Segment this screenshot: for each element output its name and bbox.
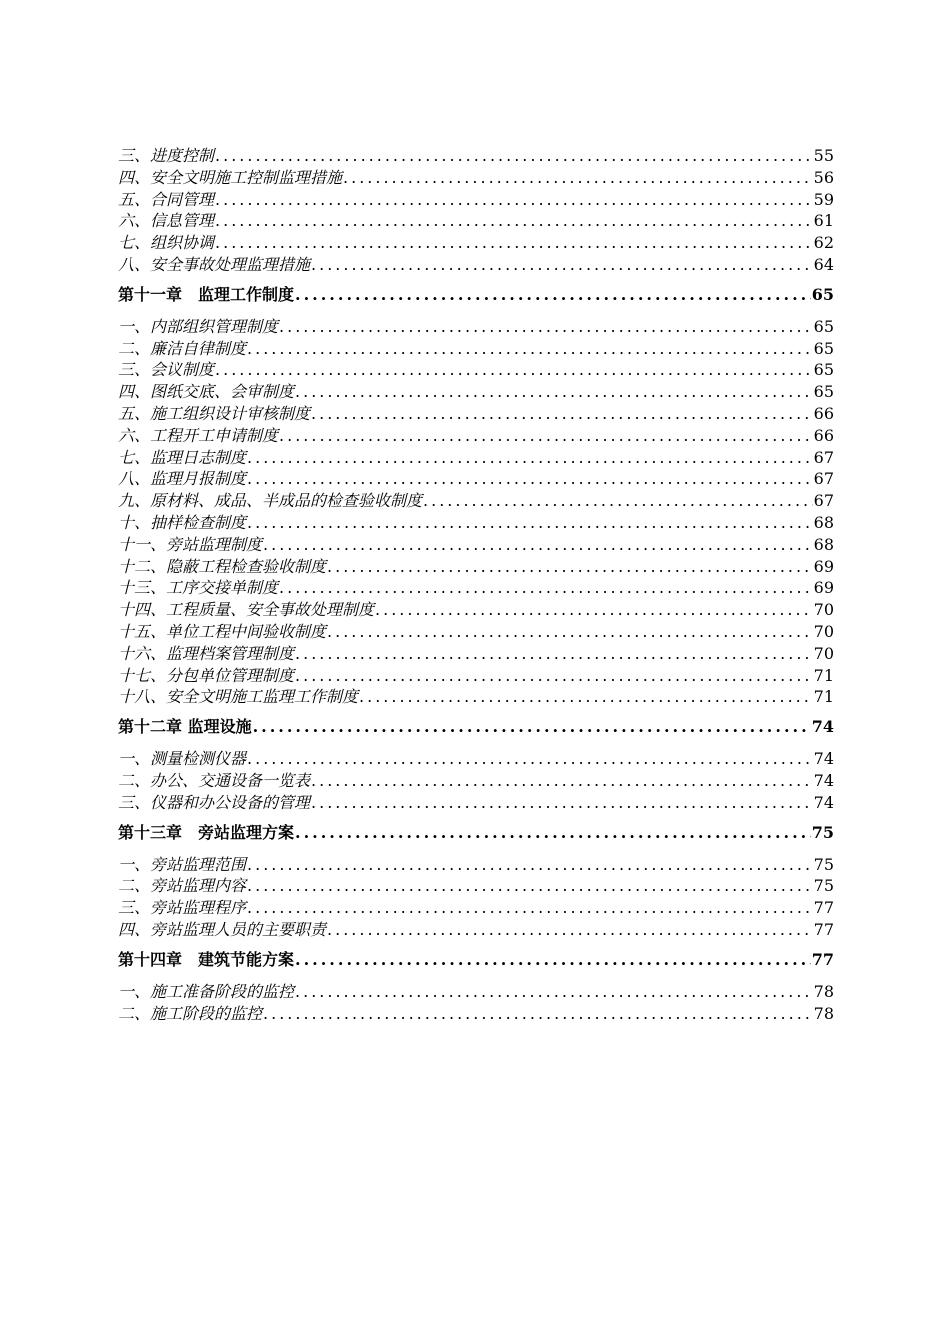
toc-page-number: 55 xyxy=(813,146,834,165)
dot-leader xyxy=(311,792,813,814)
dot-leader xyxy=(311,254,813,276)
toc-page-number: 66 xyxy=(813,403,834,423)
toc-entry[interactable] xyxy=(118,770,834,792)
toc-chapter-entry[interactable] xyxy=(118,716,834,738)
dot-leader xyxy=(311,403,813,425)
dot-leader xyxy=(279,577,813,599)
toc-entry[interactable] xyxy=(118,189,834,211)
toc-entry[interactable] xyxy=(118,875,834,897)
toc-entry[interactable] xyxy=(118,854,834,876)
toc-entry-label: 五、合同管理 xyxy=(118,189,215,209)
toc-entry[interactable] xyxy=(118,981,834,1003)
toc-page-number: 67 xyxy=(813,469,834,489)
toc-page-number: 61 xyxy=(813,211,834,231)
toc-chapter-entry[interactable] xyxy=(118,284,834,306)
toc-page-number: 77 xyxy=(813,919,834,939)
toc-page-number: 66 xyxy=(813,425,834,445)
toc-page-number: 65 xyxy=(813,382,834,402)
toc-entry-label: 一、内部组织管理制度 xyxy=(118,316,279,336)
toc-page-number: 75 xyxy=(811,822,834,842)
toc-entry[interactable] xyxy=(118,338,834,360)
toc-entry-label: 三、仪器和办公设备的管理 xyxy=(118,792,311,812)
toc-entry-label: 二、旁站监理内容 xyxy=(118,876,247,896)
toc-page-number: 78 xyxy=(813,1003,834,1023)
toc-page-number: 56 xyxy=(813,167,834,187)
dot-leader xyxy=(215,232,813,254)
toc-entry[interactable] xyxy=(118,1003,834,1025)
toc-page-number: 78 xyxy=(813,981,834,1001)
dot-leader xyxy=(279,316,813,338)
dot-leader xyxy=(327,621,813,643)
toc-entry[interactable] xyxy=(118,665,834,687)
table-of-contents xyxy=(118,145,834,1024)
toc-page-number: 70 xyxy=(813,643,834,663)
dot-leader xyxy=(311,770,813,792)
toc-page-number: 70 xyxy=(813,600,834,620)
toc-page-number: 74 xyxy=(813,749,834,769)
toc-entry[interactable] xyxy=(118,556,834,578)
toc-entry[interactable] xyxy=(118,686,834,708)
toc-page-number: 77 xyxy=(811,949,834,969)
toc-chapter-entry[interactable] xyxy=(118,822,834,844)
toc-entry-label: 四、安全文明施工控制监理措施 xyxy=(118,167,343,187)
dot-leader xyxy=(423,490,813,512)
toc-page-number: 59 xyxy=(813,189,834,209)
toc-entry-label: 二、廉洁自律制度 xyxy=(118,338,247,358)
toc-entry-label: 十五、单位工程中间验收制度 xyxy=(118,621,327,641)
dot-leader xyxy=(247,338,813,360)
dot-leader xyxy=(215,189,813,211)
toc-entry[interactable] xyxy=(118,621,834,643)
dot-leader xyxy=(343,167,813,189)
toc-entry-label: 八、安全事故处理监理措施 xyxy=(118,254,311,274)
toc-entry-label: 七、监理日志制度 xyxy=(118,447,247,467)
toc-entry-label: 四、图纸交底、会审制度 xyxy=(118,382,295,402)
dot-leader xyxy=(247,468,813,490)
toc-page-number: 67 xyxy=(813,491,834,511)
dot-leader xyxy=(327,919,813,941)
toc-entry[interactable] xyxy=(118,447,834,469)
toc-page-number: 70 xyxy=(813,621,834,641)
toc-entry-label: 三、进度控制 xyxy=(118,146,215,165)
toc-entry[interactable] xyxy=(118,534,834,556)
toc-entry[interactable] xyxy=(118,748,834,770)
toc-entry[interactable] xyxy=(118,490,834,512)
dot-leader xyxy=(295,981,813,1003)
toc-entry-label: 九、原材料、成品、半成品的检查验收制度 xyxy=(118,491,423,511)
toc-entry[interactable] xyxy=(118,897,834,919)
toc-entry-label: 十二、隐蔽工程检查验收制度 xyxy=(118,556,327,576)
toc-entry-label: 十、抽样检查制度 xyxy=(118,512,247,532)
dot-leader xyxy=(327,556,813,578)
dot-leader xyxy=(375,599,813,621)
toc-entry[interactable] xyxy=(118,577,834,599)
toc-chapter-label: 第十二章 监理设施 xyxy=(118,717,252,737)
toc-entry-label: 十三、工序交接单制度 xyxy=(118,578,279,598)
toc-chapter-label: 第十一章 监理工作制度 xyxy=(118,284,295,304)
toc-page-number: 62 xyxy=(813,233,834,253)
dot-leader xyxy=(247,748,813,770)
toc-chapter-entry[interactable] xyxy=(118,949,834,971)
dot-leader xyxy=(295,949,811,971)
toc-entry[interactable] xyxy=(118,919,834,941)
toc-entry[interactable] xyxy=(118,468,834,490)
toc-entry-label: 五、施工组织设计审核制度 xyxy=(118,403,311,423)
toc-entry-label: 八、监理月报制度 xyxy=(118,469,247,489)
dot-leader xyxy=(279,425,813,447)
toc-page-number: 69 xyxy=(813,556,834,576)
toc-entry[interactable] xyxy=(118,167,834,189)
toc-page-number: 65 xyxy=(811,284,834,304)
toc-page-number: 65 xyxy=(813,360,834,380)
toc-entry[interactable] xyxy=(118,359,834,381)
toc-page-number: 74 xyxy=(811,717,834,737)
toc-entry[interactable] xyxy=(118,599,834,621)
toc-entry[interactable] xyxy=(118,512,834,534)
toc-entry-label: 六、信息管理 xyxy=(118,211,215,231)
toc-entry-label: 四、旁站监理人员的主要职责 xyxy=(118,919,327,939)
toc-entry[interactable] xyxy=(118,792,834,814)
dot-leader xyxy=(253,716,811,738)
dot-leader xyxy=(263,534,813,556)
toc-entry-label: 三、会议制度 xyxy=(118,360,215,380)
toc-entry[interactable] xyxy=(118,232,834,254)
toc-page-number: 74 xyxy=(813,792,834,812)
toc-entry-label: 十八、安全文明施工监理工作制度 xyxy=(118,687,359,707)
toc-page-number: 68 xyxy=(813,534,834,554)
dot-leader xyxy=(295,381,813,403)
dot-leader xyxy=(247,512,813,534)
toc-entry-label: 二、施工阶段的监控 xyxy=(118,1003,263,1023)
toc-page-number: 71 xyxy=(813,665,834,685)
toc-entry-label: 七、组织协调 xyxy=(118,233,215,253)
toc-chapter-label: 第十四章 建筑节能方案 xyxy=(118,949,295,969)
toc-entry-label: 一、施工准备阶段的监控 xyxy=(118,981,295,1001)
toc-page-number: 65 xyxy=(813,316,834,336)
toc-entry[interactable] xyxy=(118,381,834,403)
toc-entry[interactable] xyxy=(118,643,834,665)
toc-entry-label: 三、旁站监理程序 xyxy=(118,898,247,918)
dot-leader xyxy=(359,686,813,708)
toc-entry[interactable] xyxy=(118,316,834,338)
toc-entry[interactable] xyxy=(118,254,834,276)
toc-page-number: 77 xyxy=(813,898,834,918)
toc-entry-label: 二、办公、交通设备一览表 xyxy=(118,770,311,790)
dot-leader xyxy=(247,875,813,897)
toc-page-number: 67 xyxy=(813,447,834,467)
toc-page-number: 65 xyxy=(813,338,834,358)
toc-entry-label: 六、工程开工申请制度 xyxy=(118,425,279,445)
toc-entry[interactable] xyxy=(118,210,834,232)
toc-entry-label: 十四、工程质量、安全事故处理制度 xyxy=(118,600,375,620)
dot-leader xyxy=(247,854,813,876)
toc-entry-label: 一、旁站监理范围 xyxy=(118,854,247,874)
toc-entry[interactable] xyxy=(118,403,834,425)
toc-page-number: 75 xyxy=(813,876,834,896)
toc-page-number: 74 xyxy=(813,770,834,790)
toc-chapter-label: 第十三章 旁站监理方案 xyxy=(118,822,295,842)
toc-entry[interactable] xyxy=(118,145,834,167)
dot-leader xyxy=(247,897,813,919)
dot-leader xyxy=(247,447,813,469)
toc-entry-label: 十一、旁站监理制度 xyxy=(118,534,263,554)
dot-leader xyxy=(295,643,813,665)
dot-leader xyxy=(295,665,813,687)
dot-leader xyxy=(295,822,811,844)
toc-page-number: 68 xyxy=(813,512,834,532)
toc-entry[interactable] xyxy=(118,425,834,447)
dot-leader xyxy=(295,284,811,306)
toc-page-number: 71 xyxy=(813,687,834,707)
toc-entry-label: 一、测量检测仪器 xyxy=(118,749,247,769)
dot-leader xyxy=(215,145,813,167)
toc-page-number: 75 xyxy=(813,854,834,874)
dot-leader xyxy=(215,359,813,381)
toc-page-number: 69 xyxy=(813,578,834,598)
dot-leader xyxy=(263,1003,813,1025)
toc-entry-label: 十七、分包单位管理制度 xyxy=(118,665,295,685)
dot-leader xyxy=(215,210,813,232)
toc-entry-label: 十六、监理档案管理制度 xyxy=(118,643,295,663)
toc-page-number: 64 xyxy=(813,254,834,274)
